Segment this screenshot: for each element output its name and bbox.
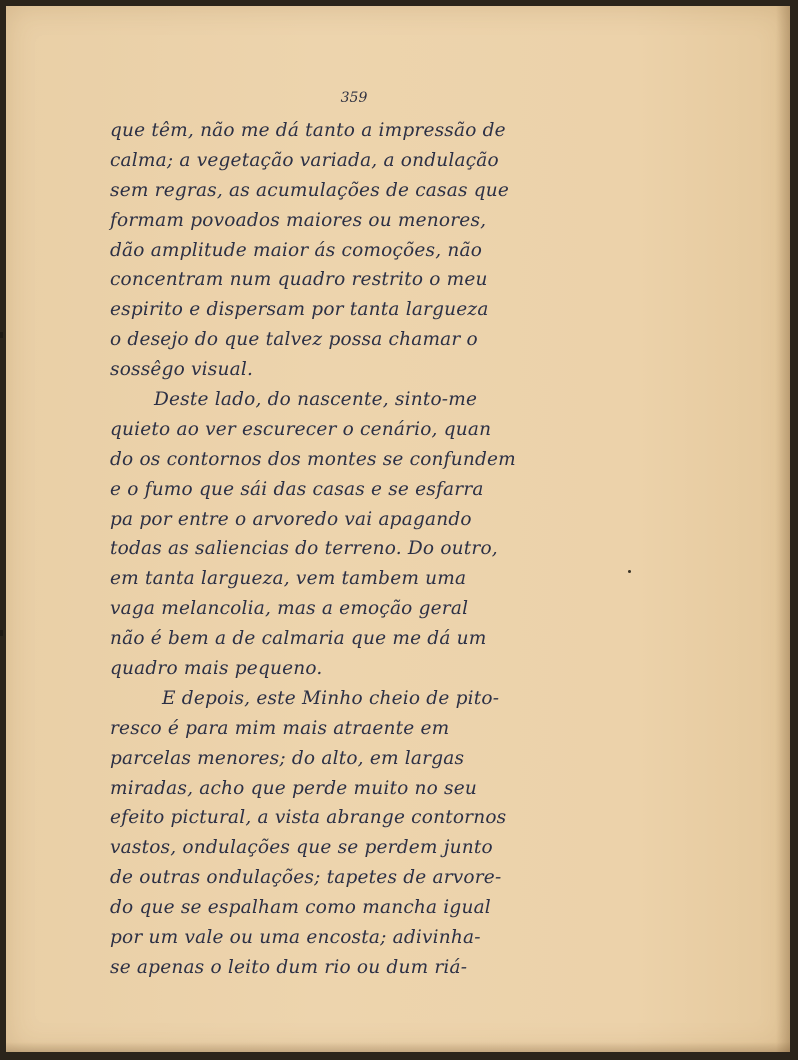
text-line: efeito pictural, a vista abrange contornos [110, 807, 507, 829]
text-line: parcelas menores; do alto, em largas [110, 747, 465, 769]
handwritten-text-block [110, 116, 600, 983]
text-line: concentram num quadro restrito o meu [110, 269, 488, 291]
text-line: sem regras, as acumulações de casas que [110, 179, 510, 201]
text-line: vastos, ondulações que se perdem junto [110, 837, 493, 859]
paragraph-start-line: Deste lado, do nascente, sinto-me [154, 389, 478, 411]
text-line: por um vale ou uma encosta; adivinha- [110, 927, 481, 949]
page-edge-shadow-right [776, 6, 790, 1052]
text-line: de outras ondulações; tapetes de arvore- [110, 867, 502, 889]
text-line: miradas, acho que perde muito no seu [110, 777, 477, 799]
page-edge-shadow-bottom [6, 1042, 790, 1052]
binding-hole-mark [0, 630, 3, 636]
paper-speck [628, 570, 631, 573]
text-line: se apenas o leito dum rio ou dum riá- [110, 956, 468, 978]
text-line: pa por entre o arvoredo vai apagando [110, 508, 472, 530]
text-line: resco é para mim mais atraente em [110, 717, 450, 739]
text-line: e o fumo que sái das casas e se esfarra [110, 478, 484, 500]
text-line: que têm, não me dá tanto a impressão de [110, 120, 506, 141]
text-line: dão amplitude maior ás comoções, não [110, 239, 483, 261]
text-line: em tanta largueza, vem tambem uma [110, 568, 467, 590]
text-line: quadro mais pequeno. [110, 658, 323, 680]
text-line: o desejo do que talvez possa chamar o [110, 329, 478, 351]
text-line: quieto ao ver escurecer o cenário, quan [110, 418, 492, 440]
binding-hole-mark [0, 332, 3, 338]
text-line: não é bem a de calmaria que me dá um [110, 628, 487, 650]
text-line: formam povoados maiores ou menores, [110, 209, 487, 231]
text-line: do que se espalham como mancha igual [110, 897, 491, 919]
text-line: vaga melancolia, mas a emoção geral [110, 598, 469, 620]
manuscript-page [6, 6, 790, 1052]
text-line: do os contornos dos montes se confundem [110, 448, 516, 470]
paragraph-start-line: E depois, este Minho cheio de pito- [162, 687, 500, 709]
text-line: sossêgo visual. [110, 359, 254, 381]
text-line: espirito e dispersam por tanta largueza [110, 299, 489, 321]
text-line: calma; a vegetação variada, a ondulação [110, 149, 499, 171]
text-line: todas as saliencias do terreno. Do outro, [110, 538, 498, 560]
page-number: 359 [340, 90, 368, 106]
